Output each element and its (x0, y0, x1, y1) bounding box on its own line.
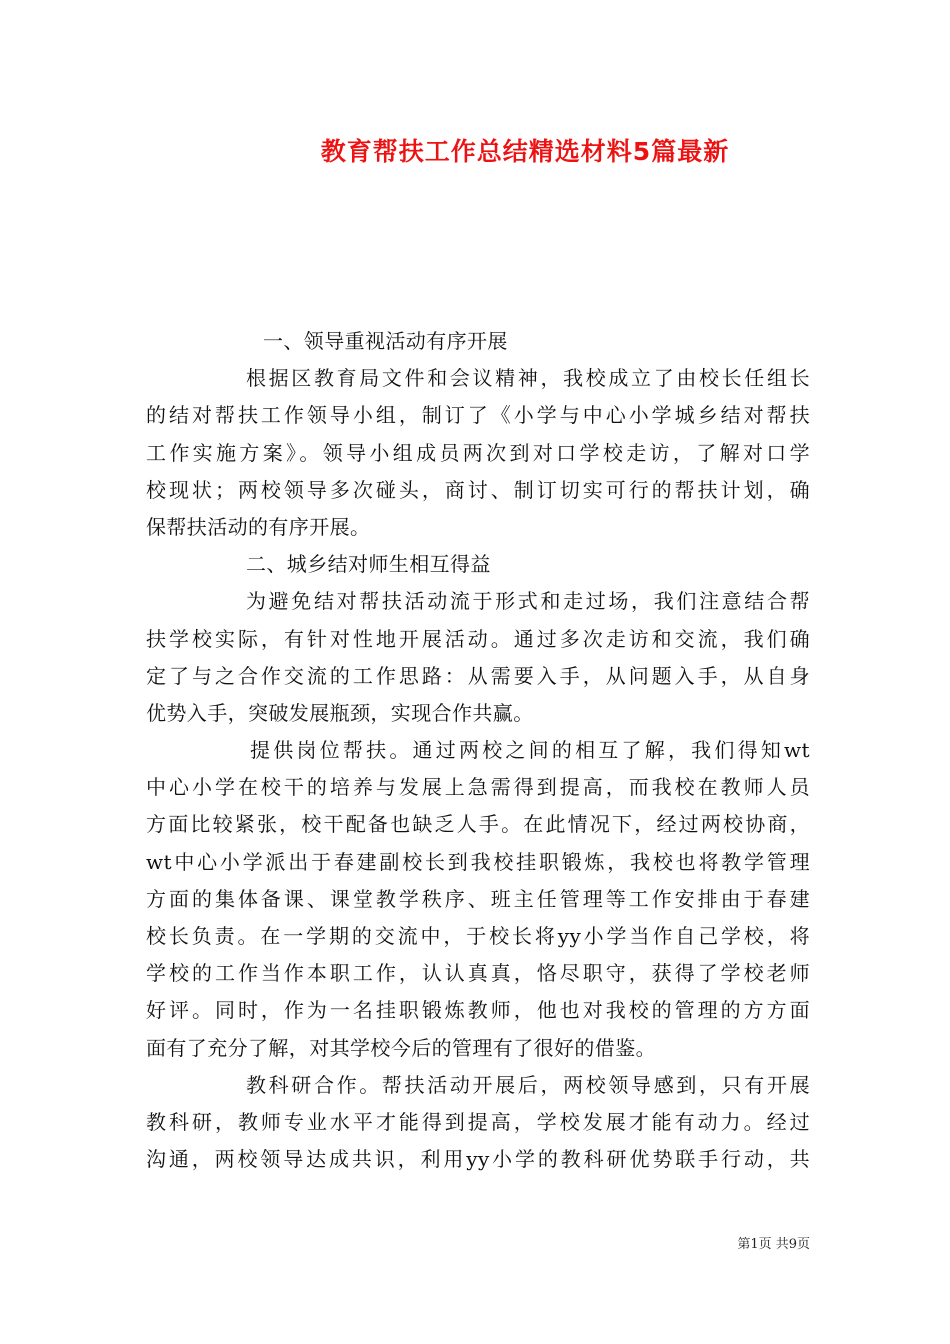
paragraph-line: 优势入手，突破发展瓶颈，实现合作共赢。 (146, 700, 534, 725)
paragraph-line: 定了与之合作交流的工作思路：从需要入手，从问题入手，从自身 (146, 663, 810, 688)
paragraph-line: wt中心小学派出于春建副校长到我校挂职锻炼，我校也将教学管理 (146, 849, 810, 874)
paragraph-line: 学校的工作当作本职工作，认认真真，恪尽职守，获得了学校老师 (146, 961, 810, 986)
paragraph-line: 方面比较紧张，校干配备也缺乏人手。在此情况下，经过两校协商， (146, 812, 810, 837)
section-heading-2: 二、城乡结对师生相互得益 (246, 552, 491, 577)
section-heading-1: 一、领导重视活动有序开展 (263, 329, 508, 353)
paragraph-line: 沟通，两校领导达成共识，利用yy小学的教科研优势联手行动，共 (146, 1147, 810, 1172)
paragraph-line: 扶学校实际，有针对性地开展活动。通过多次走访和交流，我们确 (146, 626, 810, 651)
paragraph-line: 保帮扶活动的有序开展。 (146, 514, 371, 539)
paragraph-line: 校长负责。在一学期的交流中，于校长将yy小学当作自己学校，将 (146, 924, 810, 948)
paragraph-line: 工作实施方案》。领导小组成员两次到对口学校走访，了解对口学 (146, 440, 810, 465)
paragraph-line: 为避免结对帮扶活动流于形式和走过场，我们注意结合帮 (246, 589, 810, 614)
paragraph-line: 校现状；两校领导多次碰头，商讨、制订切实可行的帮扶计划，确 (146, 477, 810, 502)
paragraph-line: 教科研合作。帮扶活动开展后，两校领导感到，只有开展 (246, 1072, 810, 1097)
paragraph-line: 面有了充分了解，对其学校今后的管理有了很好的借鉴。 (146, 1035, 656, 1060)
paragraph-line: 好评。同时，作为一名挂职锻炼教师，他也对我校的管理的方方面 (146, 998, 810, 1023)
paragraph-line: 教科研，教师专业水平才能得到提高，学校发展才能有动力。经过 (146, 1109, 810, 1134)
paragraph-line: 根据区教育局文件和会议精神，我校成立了由校长任组长 (246, 366, 810, 391)
document-title: 教育帮扶工作总结精选材料5篇最新 (320, 137, 730, 166)
page-number-footer: 第1页 共9页 (737, 1237, 810, 1252)
paragraph-line: 方面的集体备课、课堂教学秩序、班主任管理等工作安排由于春建 (146, 886, 810, 911)
paragraph-line: 中心小学在校干的培养与发展上急需得到提高，而我校在教师人员 (146, 775, 810, 800)
paragraph-line: 的结对帮扶工作领导小组，制订了《小学与中心小学城乡结对帮扶 (146, 403, 810, 428)
document-body (146, 323, 810, 1178)
paragraph-line: 提供岗位帮扶。通过两校之间的相互了解，我们得知wt (250, 738, 810, 763)
